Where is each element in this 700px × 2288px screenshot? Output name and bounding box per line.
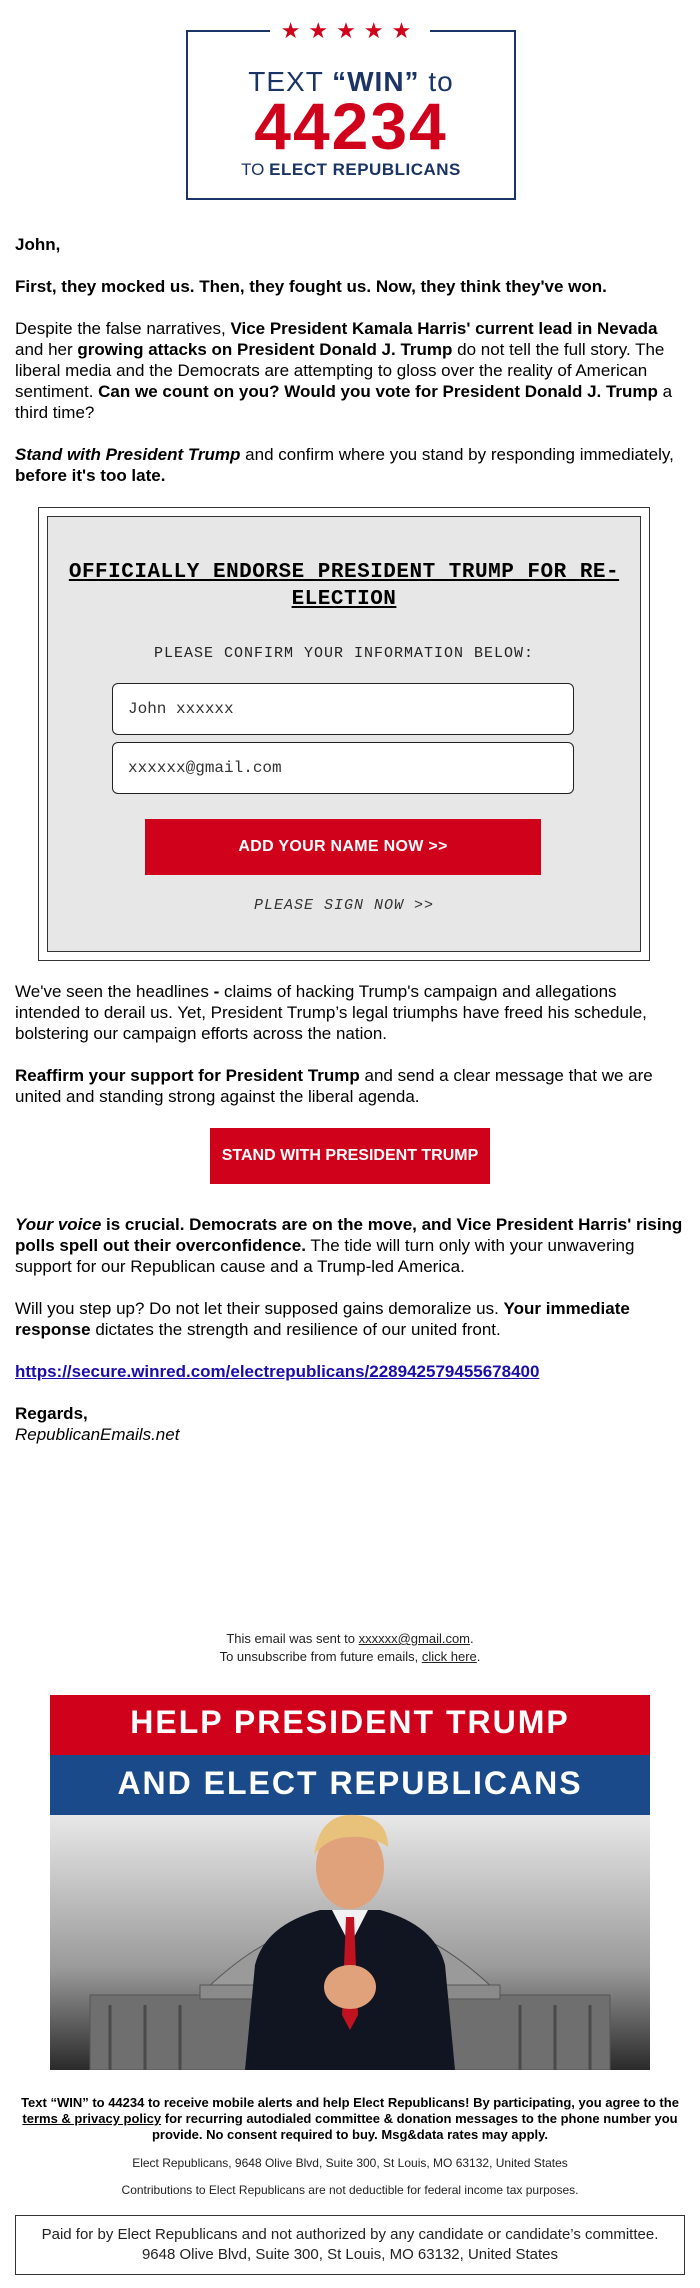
logo[interactable] — [186, 30, 516, 200]
banner-line-2: AND ELECT REPUBLICANS — [117, 1765, 583, 1801]
email-content-3 — [0, 1214, 700, 1445]
add-your-name-button[interactable]: ADD YOUR NAME NOW >> — [145, 819, 541, 875]
please-sign-now-link[interactable]: PLEASE SIGN NOW >> — [253, 897, 435, 914]
paragraph-3: We've seen the headlines - claims of hacking Trump's campaign and allegations intended to derail us. Yet, President Trump’s legal triumphs have freed his schedule, bolstering our campaign efforts across the nation. — [15, 982, 647, 1043]
terms-privacy-link[interactable]: terms & privacy policy — [22, 2111, 162, 2126]
form-subtitle: PLEASE CONFIRM YOUR INFORMATION BELOW: — [153, 645, 535, 662]
header-logo-area — [0, 0, 700, 204]
logo-shortcode: 44234 — [254, 89, 448, 163]
logo-text-win: TEXT “WIN” to — [248, 66, 454, 97]
stand-with-trump-button[interactable]: STAND WITH PRESIDENT TRUMP — [210, 1128, 490, 1184]
email-content-2 — [0, 981, 700, 1107]
paragraph-4: Reaffirm your support for President Trump and send a clear message that we are united and standing strong against the liberal agenda. — [15, 1066, 653, 1106]
capitol-and-figure-illustration — [50, 1695, 650, 2070]
help-trump-banner[interactable] — [50, 1695, 650, 2070]
unsubscribe-link[interactable]: click here — [421, 1649, 477, 1664]
donation-link-paragraph — [15, 1361, 685, 1382]
footer-note: This email was sent to xxxxxx@gmail.com. To unsubscribe from future emails, click here. — [219, 1631, 481, 1664]
committee-address: Elect Republicans, 9648 Olive Blvd, Suite 300, St Louis, MO 63132, United States — [132, 2156, 568, 2170]
email-content — [0, 234, 700, 486]
person-figure — [245, 1815, 455, 2070]
paragraph-6: Will you step up? Do not let their supposed gains demoralize us. Your immediate response dictates the strength and resilience of our united front. — [15, 1299, 630, 1339]
logo-tagline: TO ELECT REPUBLICANS — [241, 160, 461, 179]
paragraph-1: Despite the false narratives, Vice President Kamala Harris' current lead in Nevada and her growing attacks on President Donald J. Trump do not tell the full story. The liberal media and the Democrats are attempting to gloss over the reality of American sentiment. Can we count on you? Would you vote for President Donald J. Trump a third time? — [15, 319, 673, 422]
signoff: Regards, RepublicanEmails.net — [15, 1404, 180, 1444]
banner-line-1: HELP PRESIDENT TRUMP — [130, 1704, 570, 1740]
headline: First, they mocked us. Then, they fought us. Now, they think they've won. — [15, 277, 607, 296]
contribution-disclaimer: Contributions to Elect Republicans are not deductible for federal income tax purposes. — [121, 2183, 579, 2197]
signature: RepublicanEmails.net — [15, 1425, 180, 1444]
donation-link[interactable]: https://secure.winred.com/electrepublicans/228942579455678400 — [15, 1362, 540, 1381]
paragraph-5: Your voice is crucial. Democrats are on the move, and Vice President Harris' rising polls spell out their overconfidence. The tide will turn only with your unwavering support for our Republican cause and a Trump-led America. — [15, 1215, 683, 1276]
form-title: OFFICIALLY ENDORSE PRESIDENT TRUMP FOR RE-ELECTION — [68, 561, 620, 611]
endorse-form — [38, 507, 650, 961]
name-field[interactable]: John xxxxxx — [112, 683, 574, 735]
paid-for-by-box: Paid for by Elect Republicans and not authorized by any candidate or candidate’s committee. 9648 Olive Blvd, Suite 300, St Louis, MO 63132, United States — [15, 2215, 685, 2275]
stars-icon: ★★★★★ — [270, 20, 430, 42]
endorse-form-inner — [47, 516, 641, 952]
paragraph-2: Stand with President Trump and confirm where you stand by responding immediately, before it's too late. — [15, 445, 674, 485]
email-field[interactable]: xxxxxx@gmail.com — [112, 742, 574, 794]
recipient-email-link[interactable]: xxxxxx@gmail.com — [358, 1631, 471, 1646]
greeting: John, — [15, 235, 61, 254]
sms-legal-text: Text “WIN” to 44234 to receive mobile alerts and help Elect Republicans! By participating, you agree to the terms & privacy policy for recurring autodialed committee & donation messages to the phone number you provide. No consent required to buy. Msg&data rates may apply. — [21, 2095, 679, 2142]
